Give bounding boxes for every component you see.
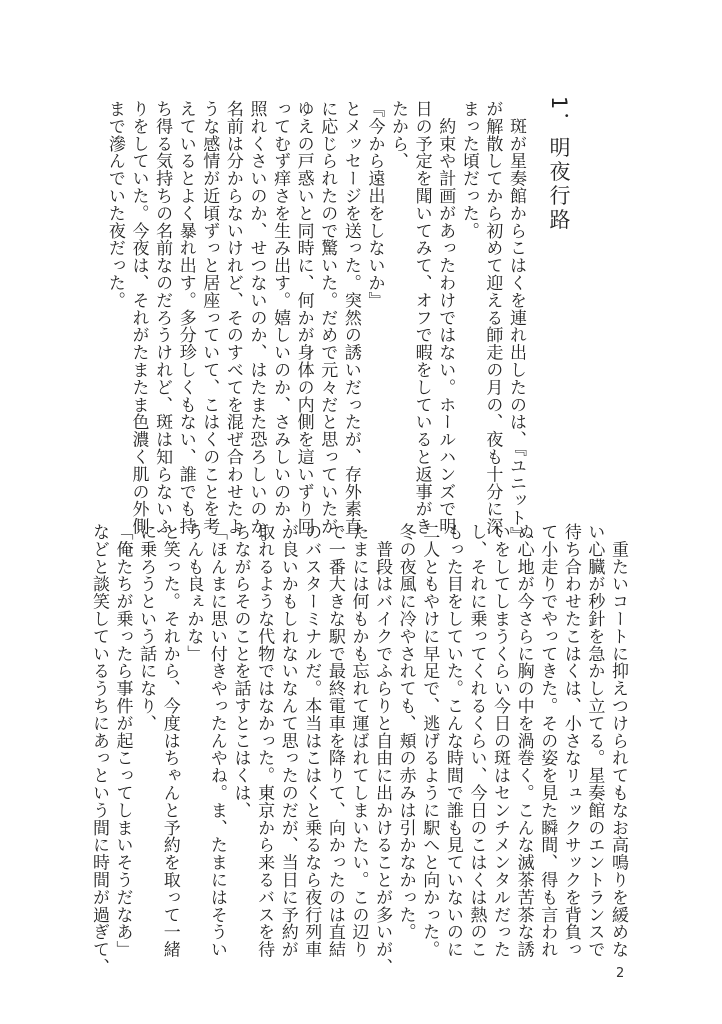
text-line: 二人ともやけに早足で、逃げるように駅へと向かった。 (419, 523, 440, 958)
text-line: に乗ろうという話になり、 (136, 523, 157, 732)
text-line: のバスターミナルだ。本当はこはくと乗るなら夜行列車 (301, 523, 322, 958)
text-line: うんも良ぇかな」 (183, 523, 204, 663)
text-line: たから、 (388, 100, 409, 170)
chapter-title: 1．明夜行路 (547, 96, 571, 233)
text-line: で一番大きな駅で最終電車を降りて、向かったのは直結 (324, 523, 345, 958)
text-line: 普段はバイクでふらりと自由に出かけることが多いが、 (372, 523, 393, 976)
text-line: ち得る気持ちの名前なのだろうけれど、斑は知らないふ (152, 100, 173, 535)
text-line: し、それに乗ってくれるくらい、今日のこはくは熱のこ (466, 523, 487, 958)
text-block-bottom (86, 523, 629, 975)
text-line: もった目をしていた。こんな時間で誰も見ていないのに (442, 523, 463, 958)
text-line: 冬の夜風に冷やされても、頬の赤みは引かなかった。 (395, 523, 416, 941)
text-line: と笑った。それから、今度はちゃんと予約を取って一緒 (159, 523, 180, 958)
text-block-top (102, 100, 527, 552)
text-line: 重たいコートに抑えつけられてもなお高鳴りを緩めな (608, 523, 628, 958)
text-line: まで滲んでいた夜だった。 (104, 100, 125, 309)
text-line: い心臓が秒針を急かし立てる。星奏館のエントランスで (584, 523, 605, 958)
text-line: ってむず痒さを生み出す。嬉しいのか、さみしいのか、 (270, 100, 291, 535)
text-line: ゆえの戸惑いと同時に、何かが身体の内側を這いずり回 (293, 100, 314, 535)
text-line: まった頃だった。 (458, 100, 479, 240)
text-line: 日の予定を聞いてみて、オフで暇をしていると返事がき (411, 100, 432, 535)
text-line: 待ち合わせたこはくは、小さなリュックサックを背負っ (560, 523, 581, 958)
page-number: 2 (616, 966, 625, 981)
text-line: 斑が星奏館からこはくを連れ出したのは、『ユニット』 (506, 100, 526, 544)
text-line: などと談笑しているうちにあっという間に時間が過ぎて、 (88, 523, 109, 976)
text-line: 取れるような代物ではなかった。東京から来るバスを待 (254, 523, 275, 958)
text-line: 名前は分からないけれど、そのすべてを混ぜ合わせたよ (222, 100, 243, 535)
text-line: 約束や計画があったわけではない。ホールハンズで明 (435, 100, 456, 535)
text-line: たまには何もかも忘れて運ばれてしまいたい。この辺り (348, 523, 369, 958)
text-line: 「ほんまに思い付きやったんやね。ま、たまにはそうい (206, 523, 227, 958)
text-line: いをしてしまうくらい今日の斑はセンチメンタルだった (490, 523, 511, 958)
text-line: が解散してから初めて迎える師走の月の、夜も十分に深 (482, 100, 503, 535)
text-line: 『今から遠出をしないか』 (364, 100, 385, 309)
text-line: うな感情が近頃ずっと居座っていて、こはくのことを考 (199, 100, 220, 535)
text-line: えているとよく暴れ出す。多分珍しくもない、誰でも持 (175, 100, 196, 535)
text-line: ぬ心地が今さらに胸の中を渦巻く。こんな滅茶苦茶な誘 (513, 523, 534, 958)
text-line: とメッセージを送った。突然の誘いだったが、存外素直 (340, 100, 361, 535)
text-line: 「俺たちが乗ったら事件が起こってしまいそうだなあ」 (112, 523, 133, 958)
text-line: 照れくさいのか、せつないのか、はたまた恐ろしいのか。 (246, 100, 267, 553)
text-line: て小走りでやってきた。その姿を見た瞬間、得も言われ (537, 523, 558, 958)
text-line: ちながらそのことを話すとこはくは、 (230, 523, 251, 819)
text-line: が良いかもしれないなんて思ったのだが、当日に予約が (277, 523, 298, 958)
text-line: りをしていた。今夜は、それがたまたま色濃く肌の外側 (128, 100, 149, 535)
text-line: に応じられたので驚いた。だめで元々だと思っていたが (317, 100, 338, 535)
